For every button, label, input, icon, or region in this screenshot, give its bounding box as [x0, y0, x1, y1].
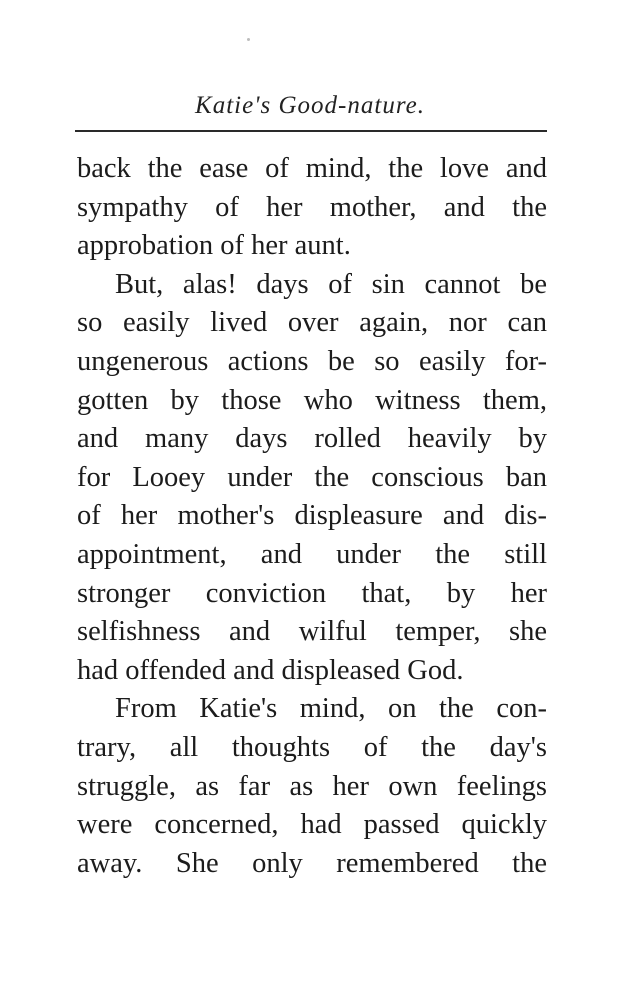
text-line: for Looey under the conscious ban: [77, 461, 547, 493]
running-head: Katie's Good-nature.: [195, 92, 425, 119]
text-line: were concerned, had passed quickly: [77, 809, 547, 841]
text-line: selfishness and wilful temper, she: [77, 616, 547, 648]
text-line: of her mother's displeasure and dis-: [77, 500, 547, 532]
text-line: and many days rolled heavily by: [77, 423, 547, 455]
text-line: sympathy of her mother, and the: [77, 191, 547, 223]
text-line: stronger conviction that, by her: [77, 577, 547, 609]
text-line: so easily lived over again, nor can: [77, 307, 547, 339]
text-line: But, alas! days of sin cannot be: [115, 268, 547, 300]
text-line: gotten by those who witness them,: [77, 384, 547, 416]
header-rule: [75, 130, 547, 132]
text-line: appointment, and under the still: [77, 538, 547, 570]
text-line: struggle, as far as her own feelings: [77, 770, 547, 802]
text-line: From Katie's mind, on the con-: [115, 693, 547, 725]
text-line: approbation of her aunt.: [77, 230, 351, 262]
text-line: back the ease of mind, the love and: [77, 153, 547, 184]
text-line: had offended and displeased God.: [77, 654, 464, 686]
body-text: [77, 150, 547, 883]
paper-speck: [247, 38, 250, 41]
text-line: trary, all thoughts of the day's: [77, 731, 547, 763]
text-line: away. She only remembered the: [77, 847, 547, 879]
text-line: ungenerous actions be so easily for-: [77, 345, 547, 377]
